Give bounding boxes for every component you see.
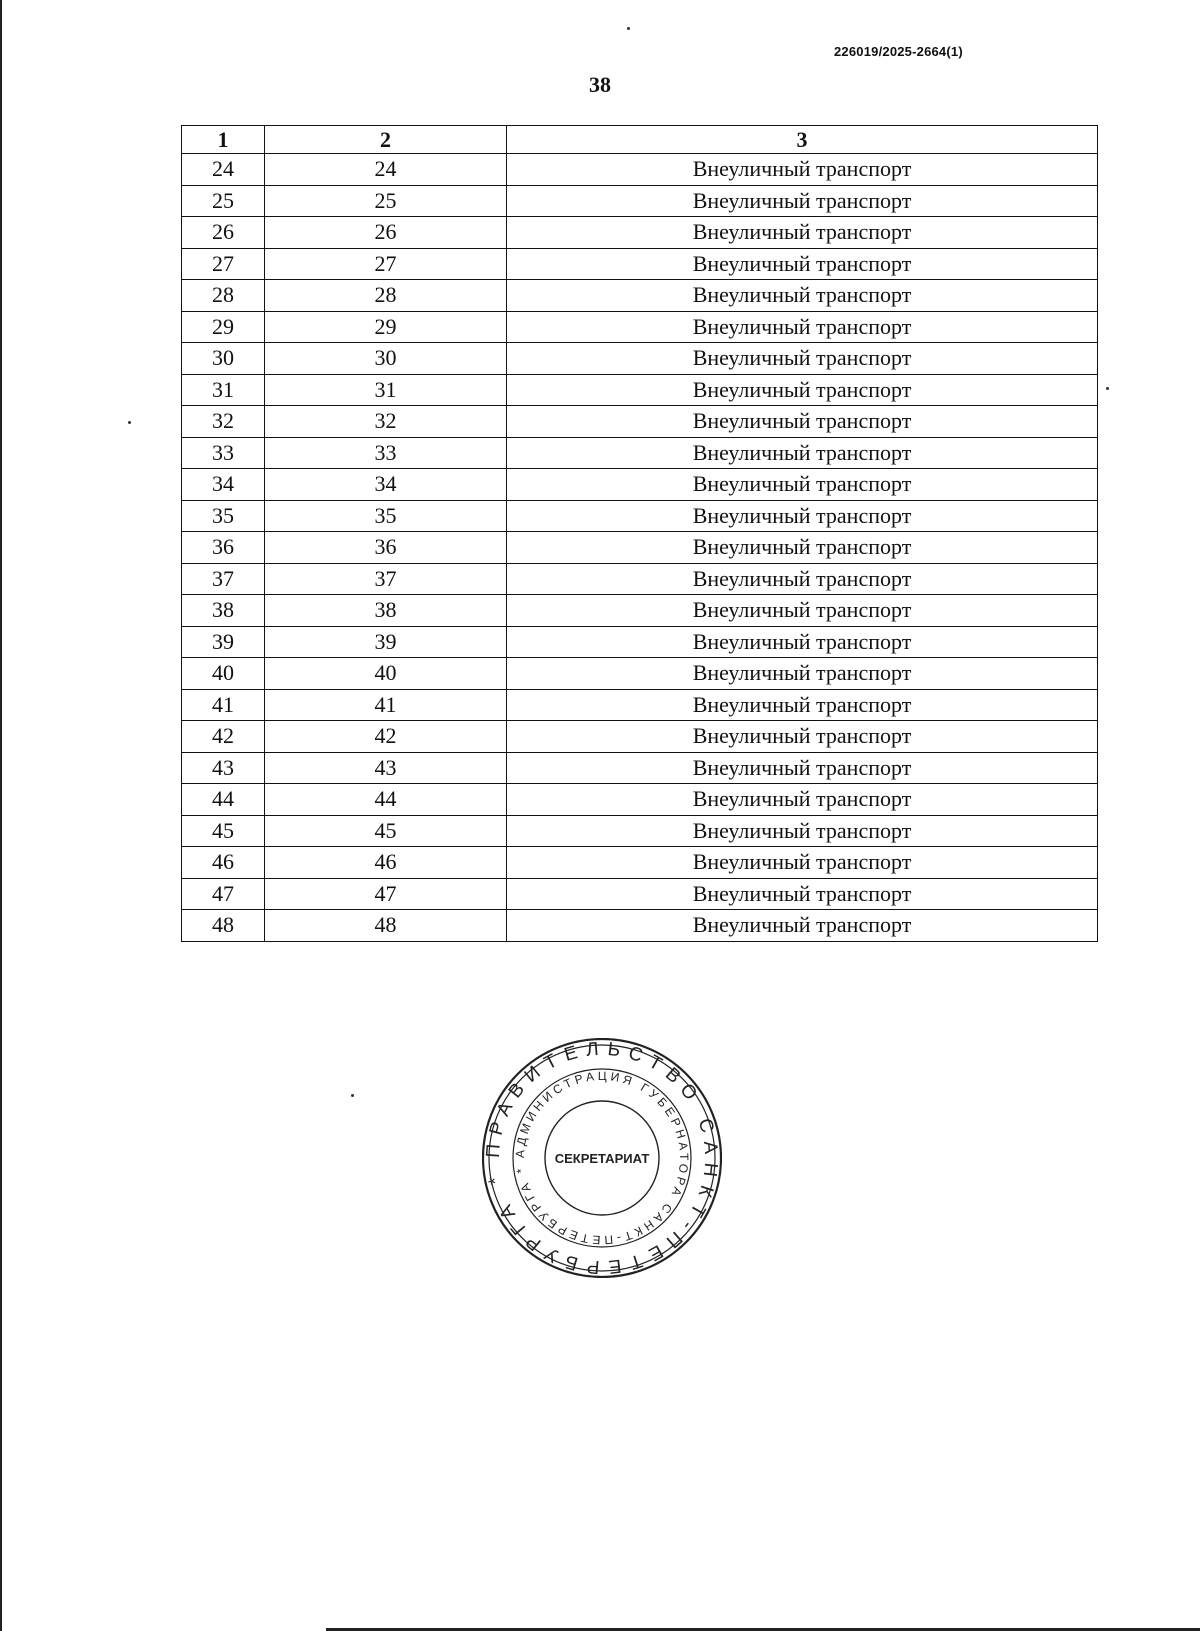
cell-col-3: Внеуличный транспорт — [507, 721, 1098, 753]
cell-col-3: Внеуличный транспорт — [507, 815, 1098, 847]
table-row — [182, 595, 1098, 627]
cell-col-1: 48 — [182, 910, 265, 942]
table-row — [182, 910, 1098, 942]
cell-col-2: 33 — [265, 437, 507, 469]
table-row — [182, 847, 1098, 879]
cell-col-3: Внеуличный транспорт — [507, 910, 1098, 942]
table-row — [182, 185, 1098, 217]
table-row — [182, 689, 1098, 721]
table-row — [182, 437, 1098, 469]
cell-col-1: 31 — [182, 374, 265, 406]
cell-col-1: 38 — [182, 595, 265, 627]
cell-col-2: 27 — [265, 248, 507, 280]
cell-col-3: Внеуличный транспорт — [507, 595, 1098, 627]
scan-speck — [128, 421, 131, 424]
cell-col-3: Внеуличный транспорт — [507, 217, 1098, 249]
table-row — [182, 752, 1098, 784]
scan-left-edge — [0, 0, 2, 1631]
cell-col-2: 30 — [265, 343, 507, 375]
cell-col-1: 39 — [182, 626, 265, 658]
cell-col-3: Внеуличный транспорт — [507, 563, 1098, 595]
table-row — [182, 532, 1098, 564]
stamp-center-text: СЕКРЕТАРИАТ — [554, 1151, 650, 1166]
cell-col-1: 35 — [182, 500, 265, 532]
cell-col-3: Внеуличный транспорт — [507, 532, 1098, 564]
cell-col-1: 47 — [182, 878, 265, 910]
cell-col-1: 34 — [182, 469, 265, 501]
page-number: 38 — [589, 72, 611, 97]
table-row — [182, 343, 1098, 375]
cell-col-1: 28 — [182, 280, 265, 312]
cell-col-3: Внеуличный транспорт — [507, 752, 1098, 784]
table-row — [182, 154, 1098, 186]
table-row — [182, 878, 1098, 910]
cell-col-3: Внеуличный транспорт — [507, 248, 1098, 280]
table-row — [182, 311, 1098, 343]
cell-col-2: 25 — [265, 185, 507, 217]
cell-col-2: 24 — [265, 154, 507, 186]
cell-col-2: 47 — [265, 878, 507, 910]
cell-col-2: 37 — [265, 563, 507, 595]
cell-col-1: 44 — [182, 784, 265, 816]
cell-col-3: Внеуличный транспорт — [507, 847, 1098, 879]
cell-col-3: Внеуличный транспорт — [507, 626, 1098, 658]
cell-col-2: 39 — [265, 626, 507, 658]
table-row — [182, 658, 1098, 690]
stamp-outer-text: ПРАВИТЕЛЬСТВО САНКТ-ПЕТЕРБУРГА * — [482, 1038, 722, 1278]
cell-col-2: 38 — [265, 595, 507, 627]
table-body — [182, 154, 1098, 942]
cell-col-3: Внеуличный транспорт — [507, 154, 1098, 186]
table-row — [182, 280, 1098, 312]
cell-col-3: Внеуличный транспорт — [507, 878, 1098, 910]
table-row — [182, 626, 1098, 658]
scan-speck — [627, 27, 630, 30]
cell-col-1: 43 — [182, 752, 265, 784]
official-stamp — [482, 1038, 722, 1278]
cell-col-1: 24 — [182, 154, 265, 186]
column-header-2: 2 — [265, 126, 507, 154]
table-row — [182, 469, 1098, 501]
cell-col-2: 48 — [265, 910, 507, 942]
cell-col-1: 36 — [182, 532, 265, 564]
cell-col-3: Внеуличный транспорт — [507, 280, 1098, 312]
table-row — [182, 784, 1098, 816]
cell-col-1: 27 — [182, 248, 265, 280]
scan-speck — [1106, 387, 1109, 390]
table-row — [182, 374, 1098, 406]
cell-col-3: Внеуличный транспорт — [507, 311, 1098, 343]
scan-speck — [351, 1094, 354, 1097]
cell-col-1: 30 — [182, 343, 265, 375]
table-row — [182, 563, 1098, 595]
cell-col-1: 42 — [182, 721, 265, 753]
table-row — [182, 721, 1098, 753]
cell-col-3: Внеуличный транспорт — [507, 469, 1098, 501]
cell-col-2: 28 — [265, 280, 507, 312]
cell-col-2: 35 — [265, 500, 507, 532]
table-row — [182, 815, 1098, 847]
table-header-row — [182, 126, 1098, 154]
cell-col-2: 46 — [265, 847, 507, 879]
cell-col-2: 44 — [265, 784, 507, 816]
cell-col-3: Внеуличный транспорт — [507, 658, 1098, 690]
column-header-3: 3 — [507, 126, 1098, 154]
table-row — [182, 500, 1098, 532]
cell-col-2: 43 — [265, 752, 507, 784]
cell-col-1: 46 — [182, 847, 265, 879]
cell-col-2: 32 — [265, 406, 507, 438]
cell-col-2: 42 — [265, 721, 507, 753]
column-header-1: 1 — [182, 126, 265, 154]
cell-col-1: 45 — [182, 815, 265, 847]
cell-col-3: Внеуличный транспорт — [507, 374, 1098, 406]
cell-col-2: 26 — [265, 217, 507, 249]
cell-col-1: 29 — [182, 311, 265, 343]
cell-col-2: 40 — [265, 658, 507, 690]
cell-col-2: 45 — [265, 815, 507, 847]
cell-col-3: Внеуличный транспорт — [507, 406, 1098, 438]
cell-col-1: 32 — [182, 406, 265, 438]
cell-col-3: Внеуличный транспорт — [507, 689, 1098, 721]
stamp-inner-text: АДМИНИСТРАЦИЯ ГУБЕРНАТОРА САНКТ-ПЕТЕРБУРГА * — [512, 1068, 692, 1248]
cell-col-1: 41 — [182, 689, 265, 721]
cell-col-3: Внеуличный транспорт — [507, 437, 1098, 469]
cell-col-3: Внеуличный транспорт — [507, 500, 1098, 532]
cell-col-2: 34 — [265, 469, 507, 501]
table-row — [182, 406, 1098, 438]
cell-col-3: Внеуличный транспорт — [507, 784, 1098, 816]
table-row — [182, 248, 1098, 280]
cell-col-3: Внеуличный транспорт — [507, 185, 1098, 217]
cell-col-2: 31 — [265, 374, 507, 406]
cell-col-1: 37 — [182, 563, 265, 595]
cell-col-1: 25 — [182, 185, 265, 217]
cell-col-2: 36 — [265, 532, 507, 564]
table-row — [182, 217, 1098, 249]
cell-col-1: 33 — [182, 437, 265, 469]
cell-col-2: 29 — [265, 311, 507, 343]
document-table — [181, 125, 1098, 942]
registration-number: 226019/2025-2664(1) — [834, 44, 963, 59]
cell-col-2: 41 — [265, 689, 507, 721]
cell-col-1: 40 — [182, 658, 265, 690]
cell-col-3: Внеуличный транспорт — [507, 343, 1098, 375]
cell-col-1: 26 — [182, 217, 265, 249]
